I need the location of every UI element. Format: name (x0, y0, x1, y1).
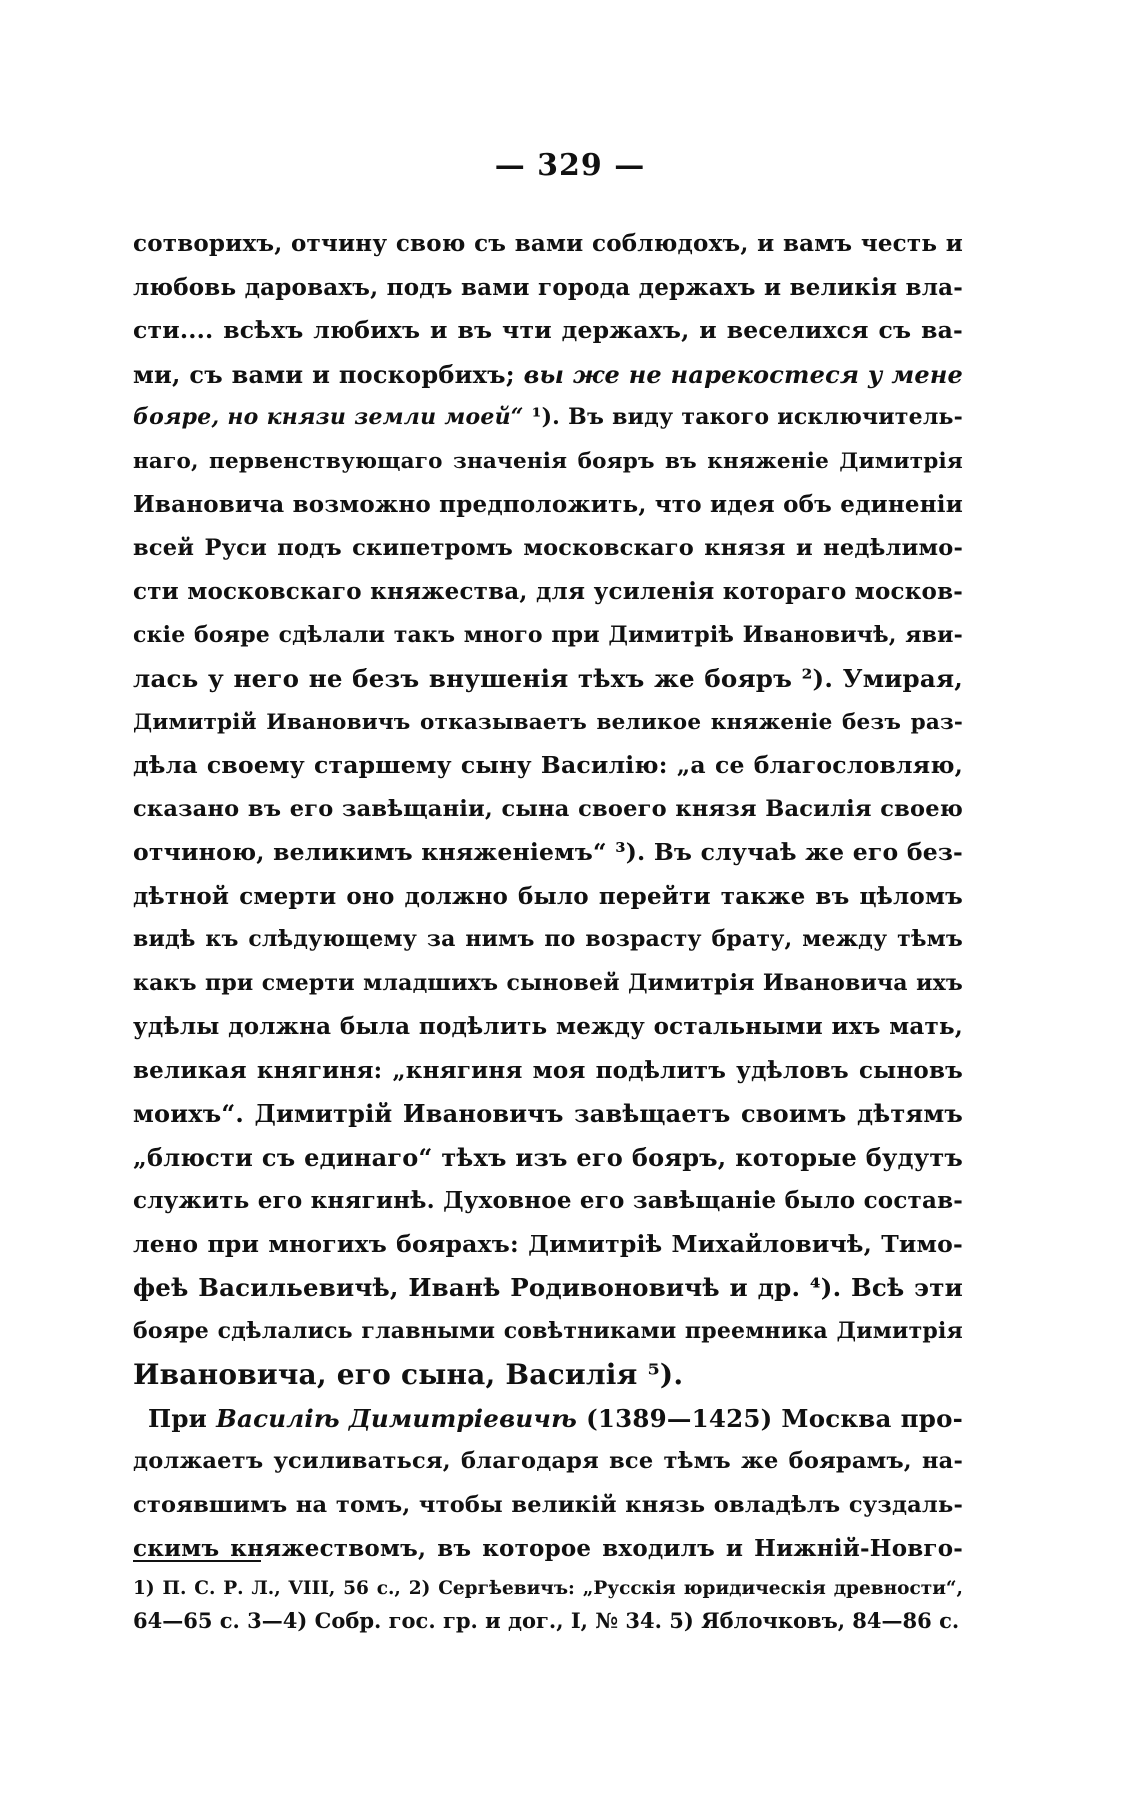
text-line: скимъ княжествомъ, въ которое входилъ и Нижній-Новго- (133, 1535, 963, 1562)
footnote-line: 64—65 с. 3—4) Собр. гос. гр. и дог., I, № 34. 5) Яблочковъ, 84—86 с. (133, 1608, 960, 1633)
main-text (133, 222, 963, 1571)
text-line: Ивановича, его сына, Василія ⁵). (133, 1358, 684, 1391)
text-line: сти.... всѣхъ любихъ и въ чти держахъ, и веселихся съ ва- (133, 316, 963, 344)
text-line: наго, первенствующаго значенія бояръ въ княженіе Димитрія (133, 448, 963, 474)
text-line: сказано въ его завѣщаніи, сына своего князя Василія своею (133, 795, 963, 822)
text-line: Димитрій Ивановичъ отказываетъ великое княженіе безъ раз- (133, 709, 963, 735)
text-line: великая княгиня: „княгиня моя подѣлитъ удѣловъ сыновъ (133, 1056, 963, 1084)
footnote-line: 1) П. С. Р. Л., VIII, 56 с., 2) Сергѣевичъ: „Русскія юридическія древности“, (133, 1578, 963, 1599)
text-line: дѣла своему старшему сыну Василію: „а се благословляю, (133, 751, 963, 779)
text-line: лась у него не безъ внушенія тѣхъ же бояръ ²). Умирая, (133, 664, 963, 693)
text-line: бояре сдѣлались главными совѣтниками преемника Димитрія (133, 1317, 963, 1344)
text-line: дѣтной смерти оно должно было перейти также въ цѣломъ (133, 882, 963, 910)
text-line: служить его княгинѣ. Духовное его завѣщаніе было состав- (133, 1187, 963, 1214)
text-segment: При (148, 1403, 208, 1433)
footnote-divider (133, 1560, 261, 1562)
paragraph-start-line (133, 1397, 963, 1441)
footnotes (133, 1573, 963, 1637)
text-line: сотворихъ, отчину свою съ вами соблюдохъ, и вамъ честь и (133, 230, 963, 257)
text-segment: (1389—1425) Москва про- (586, 1403, 964, 1433)
text-line: отчиною, великимъ княженіемъ“ ³). Въ случаѣ же его без- (133, 838, 963, 866)
text-line: сти московскаго княжества, для усиленія котораго москов- (133, 578, 963, 605)
text-segment: ¹). Въ виду такого исключитель- (531, 404, 963, 430)
text-line (133, 353, 963, 397)
text-line: любовь даровахъ, подъ вами города держахъ и великія вла- (133, 273, 963, 301)
text-line: „блюсти съ единаго“ тѣхъ изъ его бояръ, которые будутъ (133, 1142, 963, 1172)
ruler-name-italic: Василіѣ Димитріевичѣ (216, 1403, 578, 1433)
text-line: удѣлы должна была подѣлить между остальными ихъ мать, (133, 1013, 963, 1040)
text-line: должаетъ усиливаться, благодаря все тѣмъ же боярамъ, на- (133, 1448, 963, 1474)
text-line: видѣ къ слѣдующему за нимъ по возрасту брату, между тѣмъ (133, 926, 963, 952)
text-line: всей Руси подъ скипетромъ московскаго князя и недѣлимо- (133, 534, 963, 561)
page-number: — 329 — (494, 148, 646, 183)
text-line: феѣ Васильевичѣ, Иванѣ Родивоновичѣ и др. ⁴). Всѣ эти (133, 1273, 963, 1302)
text-segment: ми, съ вами и поскорбихъ; (133, 359, 515, 389)
quote-italic: вы же не нарекостеся у мене (523, 359, 964, 389)
quote-italic: бояре, но князи земли моей“ (133, 404, 524, 430)
text-line: Ивановича возможно предположить, что идея объ единеніи (133, 491, 963, 518)
text-line: какъ при смерти младшихъ сыновей Димитрія Ивановича ихъ (133, 969, 963, 996)
text-line: стоявшимъ на томъ, чтобы великій князь овладѣлъ суздаль- (133, 1491, 963, 1518)
text-line: скіе бояре сдѣлали такъ много при Димитріѣ Ивановичѣ, яви- (133, 621, 963, 648)
text-line: моихъ“. Димитрій Ивановичъ завѣщаетъ своимъ дѣтямъ (133, 1099, 963, 1128)
text-line (133, 396, 963, 440)
text-line: лено при многихъ боярахъ: Димитріѣ Михайловичѣ, Тимо- (133, 1229, 963, 1258)
